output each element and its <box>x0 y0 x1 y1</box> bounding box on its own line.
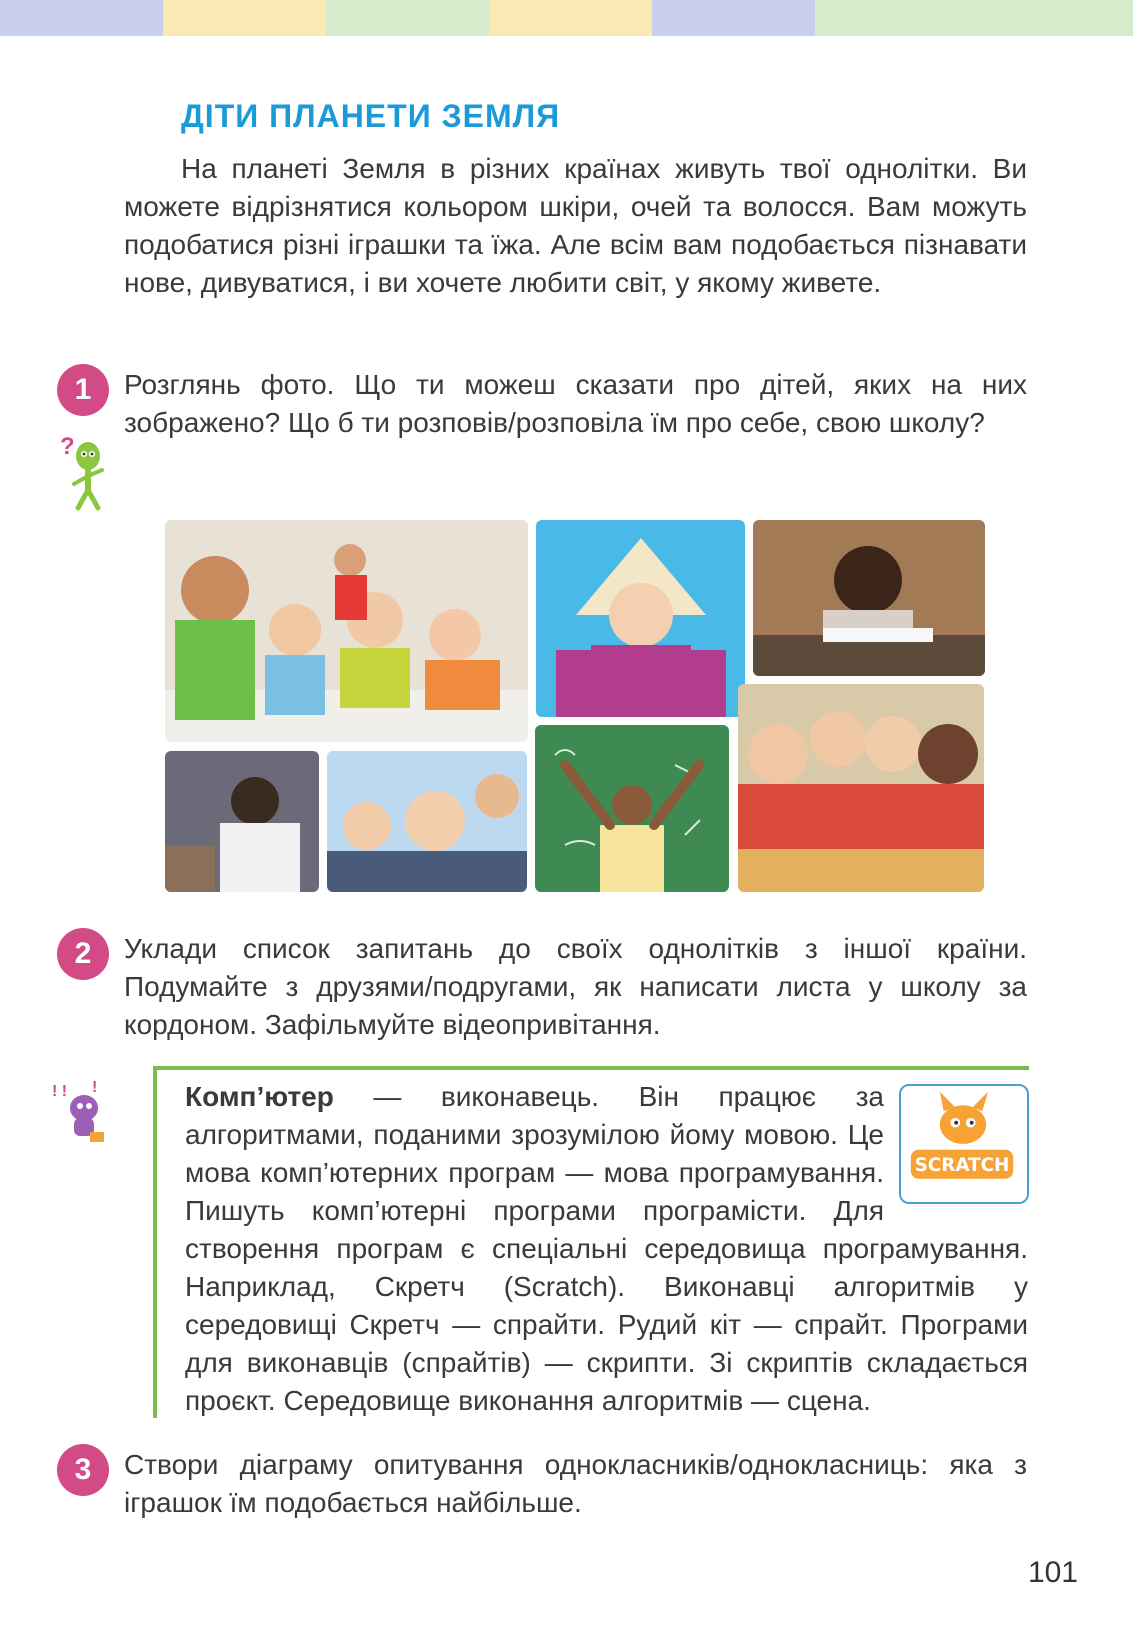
header-stripe <box>652 0 815 36</box>
photo-kids-classroom <box>165 520 528 742</box>
info-definition: — виконавець. Він працює за алгоритмами, поданими зрозумілою йому мовою. Це мова комп’ютерних програм — мова програмування. Пишуть комп’ютерні програми програмісти. Для створення програм є спеціальні середовища програмування. Наприклад, Скретч (Scratch). Виконавці алгоритмів у середовищі Скретч — спрайти. Рудий кіт — спрайт. Програми для виконавців (спрайтів) — скрипти. Зі скриптів складається проєкт. Середовище виконання алгоритмів — сцена. <box>185 1081 1028 1416</box>
question-mascot-icon <box>58 432 108 512</box>
page-number: 101 <box>1027 1556 1078 1589</box>
header-stripe <box>326 0 489 36</box>
task-2-text: Уклади список запитань до своїх однолітків з іншої країни. Подумайте з друзями/подругами, як написати листа у школу за кордоном. Зафільмуйте відеопривітання. <box>124 933 1027 1040</box>
photo-smiling-kids <box>327 751 527 892</box>
info-box <box>153 1066 1029 1418</box>
task-1-badge: 1 <box>57 364 109 416</box>
photo-girl-hat <box>536 520 745 717</box>
svg-text:!: ! <box>92 1079 98 1096</box>
photo-boy-chalkboard <box>535 725 729 892</box>
task-3-text: Створи діаграму опитування однокласників/однокласниць: яка з іграшок їм подобається найбільше. <box>124 1449 1027 1518</box>
photo-classroom-boy <box>165 751 319 892</box>
task-2-badge: 2 <box>57 928 109 980</box>
photo-boy-desk <box>753 520 985 676</box>
task-1-text: Розглянь фото. Що ти можеш сказати про дітей, яких на них зображено? Що б ти розповів/розповіла їм про себе, свою школу? <box>124 369 1027 438</box>
intro-paragraph: На планеті Земля в різних країнах живуть твої однолітки. Ви можете відрізнятися кольором шкіри, очей та волосся. Вам можуть подобатися різні іграшки та їжа. Але всім вам подобається пізнавати нове, дивуватися, і ви хочете любити світ, у якому живете. <box>124 153 1027 298</box>
svg-text:?: ? <box>60 433 75 460</box>
info-term: Комп’ютер <box>185 1081 334 1112</box>
scratch-logo-text: SCRATCH <box>914 1154 1010 1176</box>
svg-text:! !: ! ! <box>52 1083 68 1100</box>
header-stripe <box>489 0 652 36</box>
page-title: ДІТИ ПЛАНЕТИ ЗЕМЛЯ <box>181 98 561 134</box>
header-stripe <box>978 0 1133 36</box>
scratch-cat-logo <box>899 1084 1029 1204</box>
header-stripe <box>163 0 326 36</box>
photo-four-kids <box>738 684 984 892</box>
task-3-badge: 3 <box>57 1444 109 1496</box>
exclamation-mascot-icon <box>52 1078 114 1148</box>
header-stripe <box>815 0 978 36</box>
header-stripe <box>0 0 163 36</box>
